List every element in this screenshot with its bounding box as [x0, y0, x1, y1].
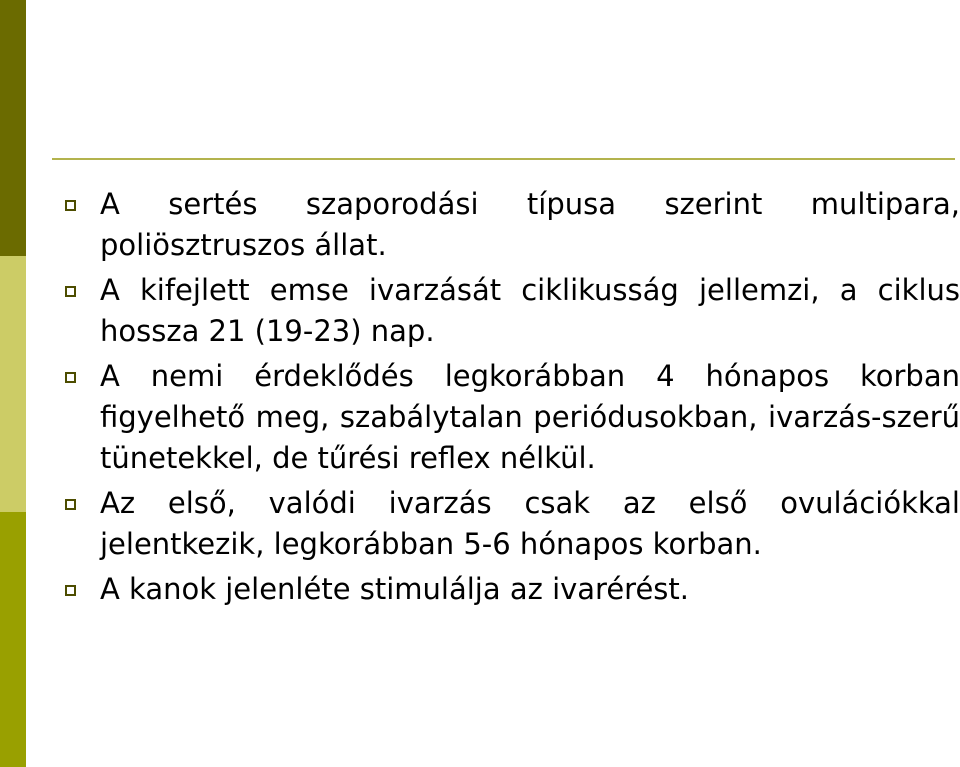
bullet-list	[60, 184, 960, 614]
square-bullet-icon	[65, 200, 76, 211]
list-item-text: Az első, valódi ivarzás csak az első ovulációkkal jelentkezik, legkorábban 5-6 hónapos korban.	[100, 486, 960, 561]
square-bullet-icon	[65, 372, 76, 383]
title-divider-line	[52, 158, 955, 160]
square-bullet-icon	[65, 499, 76, 510]
list-item	[60, 356, 960, 479]
list-item-text: A sertés szaporodási típusa szerint multipara, poliösztruszos állat.	[100, 187, 960, 262]
list-item	[60, 569, 960, 610]
sidebar-accent-bar	[0, 0, 26, 767]
list-item-text: A kanok jelenléte stimulálja az ivarérést.	[100, 572, 690, 606]
sidebar-segment-top	[0, 0, 26, 256]
list-item-text: A kifejlett emse ivarzását ciklikusság jellemzi, a ciklus hossza 21 (19-23) nap.	[100, 273, 960, 348]
list-item-text: A nemi érdeklődés legkorábban 4 hónapos korban figyelhető meg, szabálytalan periódusokban, ivarzás-szerű tünetekkel, de tűrési reflex nélkül.	[100, 359, 960, 475]
sidebar-segment-middle	[0, 256, 26, 512]
square-bullet-icon	[65, 585, 76, 596]
list-item	[60, 483, 960, 565]
sidebar-segment-bottom	[0, 512, 26, 767]
list-item	[60, 270, 960, 352]
list-item	[60, 184, 960, 266]
square-bullet-icon	[65, 286, 76, 297]
